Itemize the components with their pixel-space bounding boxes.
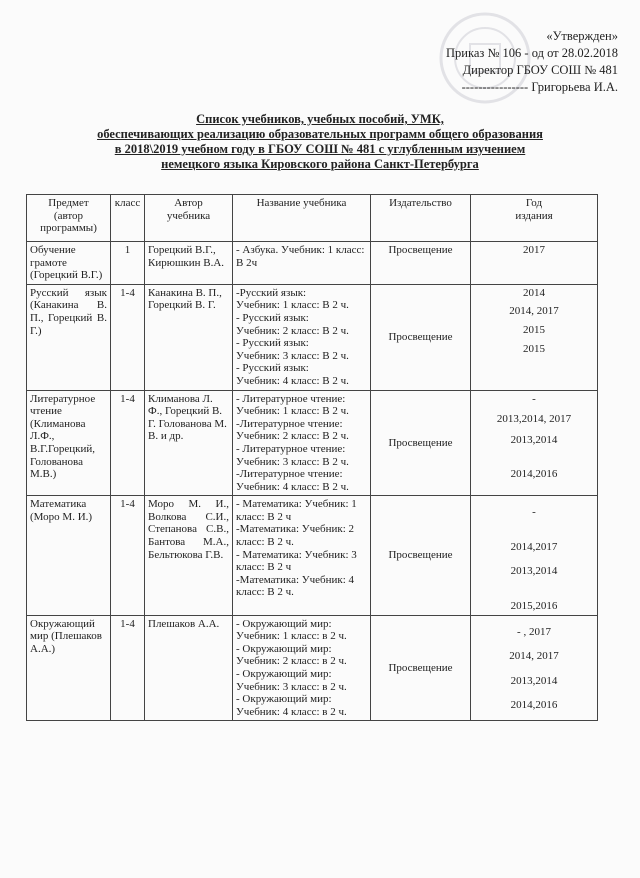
publication-year: 2015 [523,342,545,355]
textbook-title: Учебник: 1 класс: В 2 ч. [236,405,349,418]
titles-cell [233,390,371,496]
approval-director-line: Директор ГБОУ СОШ № 481 [462,63,618,77]
textbook-title: -Русский язык: [236,286,307,299]
title-line-3: в 2018\2019 учебном году в ГБОУ СОШ № 481 с углубленным изучением [114,142,526,156]
table-body [27,242,598,721]
publication-year: 2014,2016 [510,468,558,481]
table-row [27,242,598,285]
textbook-title: - Литературное чтение: [236,442,346,455]
publisher-cell: Просвещение [371,242,471,285]
table-header-row [27,195,598,242]
class-cell: 1-4 [111,390,145,496]
textbook-title: Учебник: 1 класс: В 2 ч. [236,299,349,312]
class-cell: 1 [111,242,145,285]
textbook-title: Учебник: 2 класс: В 2 ч. [236,430,349,443]
publication-year: 2015 [523,323,545,336]
approval-order-line: Приказ № 106 - од от 28.02.2018 [446,46,618,60]
year-cell [471,242,598,285]
title-line-2: обеспечивающих реализацию образовательных программ общего образования [97,127,543,141]
textbook-title: - Окружающий мир: [236,642,332,655]
class-cell: 1-4 [111,284,145,390]
textbook-title: Учебник: 3 класс: В 2 ч. [236,455,349,468]
subject-cell: Литературное чтение (Климанова Л.Ф., В.Г.Горецкий, Голованова М.В.) [27,390,111,496]
author-cell: Плешаков А.А. [145,615,233,721]
textbook-title: - Окружающий мир: [236,693,332,706]
class-cell: 1-4 [111,496,145,615]
textbook-title: Учебник: 2 класс: В 2 ч. [236,324,349,337]
textbook-title: Учебник: 3 класс: в 2 ч. [236,680,347,693]
header-author: Автор учебника [145,195,233,242]
publisher-cell: Просвещение [371,390,471,496]
titles-cell [233,496,371,615]
textbook-title: - Русский язык: [236,311,309,324]
table-row [27,390,598,496]
textbook-title: - Русский язык: [236,362,309,375]
textbook-title: -Литературное чтение: [236,417,343,430]
publication-year: 2014,2016 [510,699,558,712]
author-cell: Канакина В. П., Горецкий В. Г. [145,284,233,390]
header-year: Год издания [471,195,598,242]
textbook-title: - Азбука. Учебник: 1 класс: В 2ч [236,244,365,269]
publication-year: - [532,392,536,405]
year-cell [471,615,598,721]
subject-cell: Математика (Моро М. И.) [27,496,111,615]
publication-year: 2014 [523,286,545,299]
subject-cell: Русский язык (Канакина В. П., Горецкий В. Г.) [27,284,111,390]
header-subject: Предмет (автор программы) [27,195,111,242]
publication-year: 2014, 2017 [509,650,559,663]
year-cell [471,496,598,615]
publication-year: 2017 [523,244,545,256]
textbook-title: Учебник: 4 класс: В 2 ч. [236,374,349,387]
header-class: класс [111,195,145,242]
publisher-cell: Просвещение [371,496,471,615]
title-line-4: немецкого языка Кировского района Санкт-Петербурга [161,157,479,171]
subject-cell: Обучение грамоте (Горецкий В.Г.) [27,242,111,285]
author-cell: Горецкий В.Г., Кирюшкин В.А. [145,242,233,285]
textbook-title: Учебник: 2 класс: в 2 ч. [236,655,347,668]
publication-year: 2015,2016 [510,600,558,613]
table-row [27,284,598,390]
table-row [27,615,598,721]
publication-year: 2013,2014 [510,433,558,446]
author-cell: Моро М. И., Волкова С.И., Степанова С.В., Бантова М.А., Бельтюкова Г.В. [145,496,233,615]
publication-year: 2013,2014 [510,674,558,687]
publication-year: 2014, 2017 [509,305,559,318]
subject-cell: Окружающий мир (Плешаков А.А.) [27,615,111,721]
textbook-title: - Математика: Учебник: 1 класс: В 2 ч [236,498,357,523]
author-cell: Климанова Л. Ф., Горецкий В. Г. Голованова М. В. и др. [145,390,233,496]
textbook-title: -Математика: Учебник: 2 класс: В 2 ч. [236,523,354,549]
header-title: Название учебника [233,195,371,242]
publisher-cell: Просвещение [371,284,471,390]
table-row [27,496,598,615]
publication-year: - [532,506,536,519]
approval-signature-line: ---------------- Григорьева И.А. [461,80,618,94]
titles-cell [233,615,371,721]
textbook-title: - Русский язык: [236,337,309,350]
titles-cell [233,284,371,390]
publication-year: - , 2017 [517,625,551,638]
textbook-title: Учебник: 4 класс: В 2 ч. [236,480,349,493]
textbook-title: - Математика: Учебник: 3 класс: В 2 ч [236,548,357,574]
class-cell: 1-4 [111,615,145,721]
textbook-table [26,194,598,721]
titles-cell [233,242,371,285]
document-title [20,112,620,172]
textbook-title: Учебник: 4 класс: в 2 ч. [236,705,347,718]
approval-block [446,28,618,96]
publisher-cell: Просвещение [371,615,471,721]
textbook-title: - Литературное чтение: [236,392,346,405]
title-line-1: Список учебников, учебных пособий, УМК, [196,112,444,126]
approval-line-1: «Утвержден» [546,29,618,43]
textbook-title: -Литературное чтение: [236,468,343,481]
textbook-title: -Математика: Учебник: 4 класс: В 2 ч. [236,573,354,599]
publication-year: 2013,2014 [510,565,558,578]
textbook-title: - Окружающий мир: [236,617,332,630]
year-cell [471,390,598,496]
header-publisher: Издательство [371,195,471,242]
publication-year: 2014,2017 [510,540,558,553]
textbook-title: - Окружающий мир: [236,668,332,681]
publication-year: 2013,2014, 2017 [496,413,572,426]
textbook-title: Учебник: 1 класс: в 2 ч. [236,630,347,643]
year-cell [471,284,598,390]
textbook-title: Учебник: 3 класс: В 2 ч. [236,349,349,362]
